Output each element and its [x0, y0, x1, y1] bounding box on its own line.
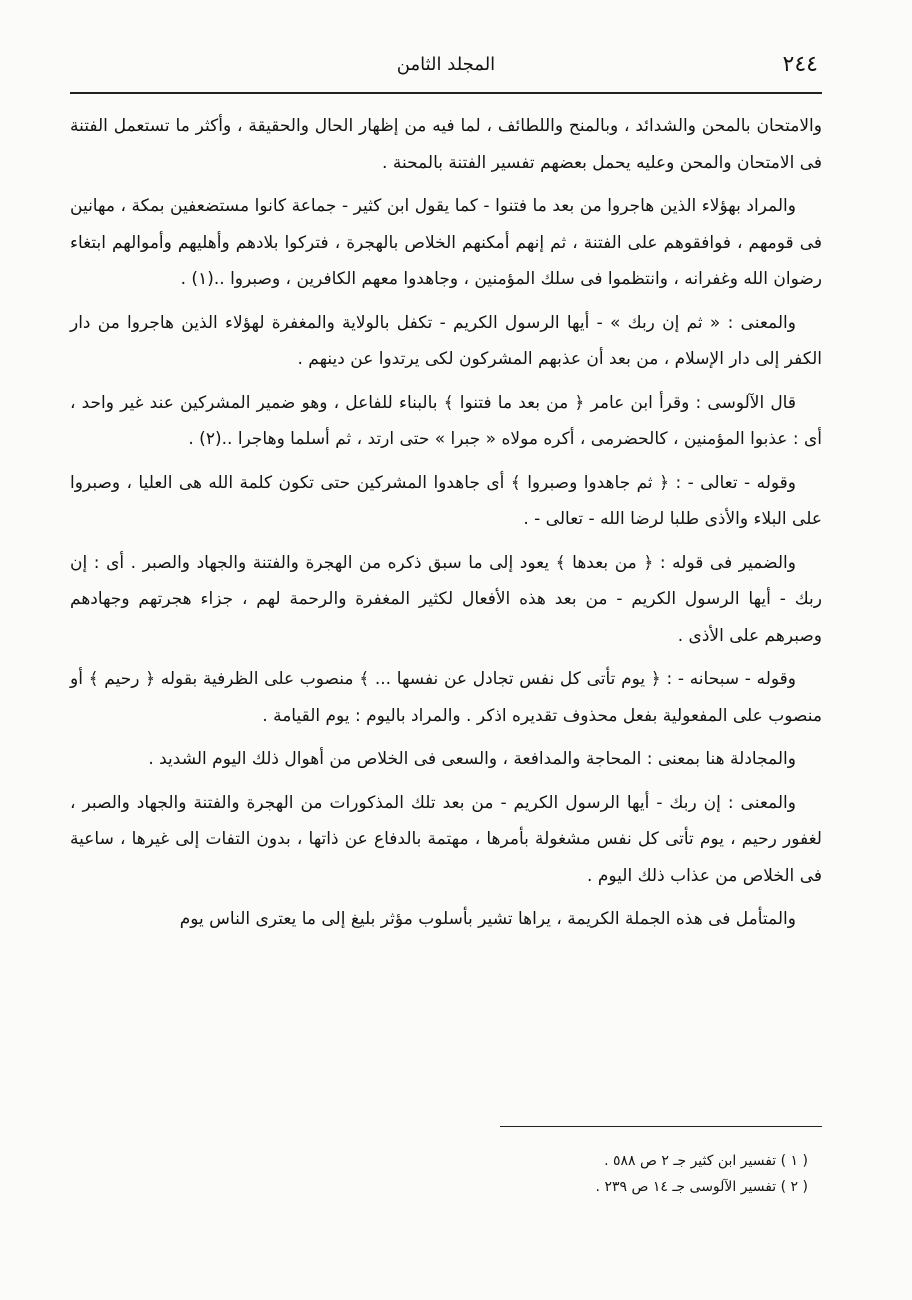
- footnotes: [248, 1148, 808, 1200]
- footnote: ( ١ ) تفسير ابن كثير جـ ٢ ص ٥٨٨ .: [604, 1153, 808, 1169]
- paragraph: والمعنى : « ثم إن ربك » - أيها الرسول الكريم - تكفل بالولاية والمغفرة لهؤلاء الذين هاجروا من دار الكفر إلى دار الإسلام ، من بعد أن عذبهم المشركون لكى يرتدوا عن دينهم .: [70, 312, 822, 369]
- paragraph: والمجادلة هنا بمعنى : المحاجة والمدافعة ، والسعى فى الخلاص من أهوال ذلك اليوم الشديد .: [148, 749, 796, 769]
- running-head: المجلد الثامن: [396, 54, 496, 75]
- paragraph: والمعنى : إن ربك - أيها الرسول الكريم - من بعد تلك المذكورات من الهجرة والفتنة والجهاد والصبر ، لغفور رحيم ، يوم تأتى كل نفس مشغولة بأمرها ، مهتمة بالدفاع عن ذاتها ، بدون التفات إلى غيرها ، ساعية فى الخلاص من عذاب ذلك اليوم .: [70, 792, 822, 886]
- paragraph: وقوله - تعالى - : ﴿ ثم جاهدوا وصبروا ﴾ أى جاهدوا المشركين حتى تكون كلمة الله هى العليا ، وصبروا على البلاء والأذى طلبا لرضا الله - تعالى - .: [70, 472, 822, 529]
- paragraph: والمتأمل فى هذه الجملة الكريمة ، يراها تشير بأسلوب مؤثر بليغ إلى ما يعترى الناس يوم: [179, 909, 796, 929]
- footnote-rule: [500, 1126, 822, 1127]
- footnote: ( ٢ ) تفسير الآلوسى جـ ١٤ ص ٢٣٩ .: [595, 1179, 808, 1195]
- page-number: ٢٤٤: [782, 52, 818, 77]
- paragraph: قال الآلوسى : وقرأ ابن عامر ﴿ من بعد ما فتنوا ﴾ بالبناء للفاعل ، وهو ضمير المشركين عند غير واحد ، أى : عذبوا المؤمنين ، كالحضرمى ، أكره مولاه « جبرا » حتى ارتد ، ثم أسلما وهاجرا ..(٢) .: [70, 392, 822, 449]
- paragraph: وقوله - سبحانه - : ﴿ يوم تأتى كل نفس تجادل عن نفسها ... ﴾ منصوب على الظرفية بقوله ﴿ رحيم ﴾ أو منصوب على المفعولية بفعل محذوف تقديره اذكر . والمراد باليوم : يوم القيامة .: [70, 669, 822, 726]
- header-rule: [70, 92, 822, 94]
- page-header: [70, 52, 822, 86]
- page-body: [70, 108, 822, 938]
- paragraph: والضمير فى قوله : ﴿ من بعدها ﴾ يعود إلى ما سبق ذكره من الهجرة والفتنة والجهاد والصبر . أى : إن ربك - أيها الرسول الكريم - من بعد هذه الأفعال لكثير المغفرة والرحمة لهم ، جزاء هجرتهم وجهادهم وصبرهم على الأذى .: [70, 552, 822, 646]
- paragraph: والامتحان بالمحن والشدائد ، وبالمنح واللطائف ، لما فيه من إظهار الحال والحقيقة ، وأكثر ما تستعمل الفتنة فى الامتحان والمحن وعليه يحمل بعضهم تفسير الفتنة بالمحنة .: [70, 116, 822, 173]
- paragraph: والمراد بهؤلاء الذين هاجروا من بعد ما فتنوا - كما يقول ابن كثير - جماعة كانوا مستضعفين بمكة ، مهانين فى قومهم ، فوافقوهم على الفتنة ، ثم إنهم أمكنهم الخلاص بالهجرة ، فتركوا بلادهم وأهليهم وأموالهم ابتغاء رضوان الله وغفرانه ، وانتظموا فى سلك المؤمنين ، وجاهدوا معهم الكافرين ، وصبروا ..(١) .: [70, 196, 822, 289]
